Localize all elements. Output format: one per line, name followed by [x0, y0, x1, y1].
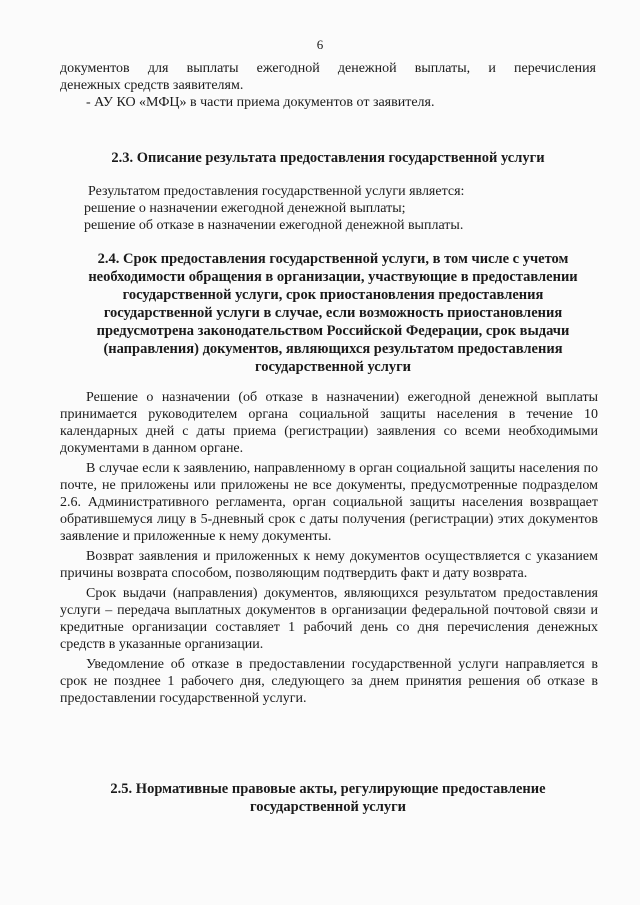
- section-2-3-heading: 2.3. Описание результата предоставления государственной услуги: [111, 150, 545, 166]
- section-2-3-body: [84, 183, 596, 234]
- heading-2-5-line-2: государственной услуги: [249, 799, 407, 815]
- intro-line-2: денежных средств заявителям.: [60, 78, 244, 93]
- heading-2-4-line-7: государственной услуги: [254, 359, 412, 375]
- section-2-5-heading: [60, 780, 596, 816]
- paragraph-issue-term: Срок выдачи (направления) документов, являющихся результатом предоставления услуги – передача выплатных документов в организации федеральной почтовой связи и кредитные организации составляет 1 рабочий день со дня перечисления денежных средств в указанные организации.: [60, 586, 598, 652]
- paragraph-decision-term: Решение о назначении (об отказе в назначении) ежегодной денежной выплаты принимается руководителем органа социальной защиты населения в течение 10 календарных дней с даты приема (регистрации) заявления со всеми необходимыми документами в данном органе.: [60, 390, 598, 456]
- heading-2-4-line-2: необходимости обращения в организации, участвующие в предоставлении: [88, 269, 578, 285]
- heading-2-4-line-1: 2.4. Срок предоставления государственной услуги, в том числе с учетом: [97, 251, 569, 267]
- paragraph-return-documents: Возврат заявления и приложенных к нему документов осуществляется с указанием причины возврата способом, позволяющим подтвердить факт и дату возврата.: [60, 549, 598, 581]
- result-line-3: решение об отказе в назначении ежегодной денежной выплаты.: [84, 218, 464, 233]
- section-2-4-body: [60, 389, 598, 707]
- result-line-2: решение о назначении ежегодной денежной выплаты;: [84, 201, 406, 216]
- heading-2-4-line-6: (направления) документов, являющихся результатом предоставления: [103, 341, 563, 357]
- paragraph-missing-documents: В случае если к заявлению, направленному в орган социальной защиты населения по почте, не приложены или приложены не все документы, предусмотренные подразделом 2.6. Административного регламента, орган социальной защиты населения возвращает обратившемуся лицу в 5-дневный срок с даты получения (регистрации) этих документов заявление и приложенные к нему документы.: [60, 461, 598, 544]
- result-line-1: Результатом предоставления государственной услуги является:: [88, 184, 465, 199]
- page-number: 6: [316, 37, 324, 52]
- section-2-4-heading: [70, 250, 596, 376]
- intro-block: [60, 60, 596, 111]
- paragraph-refusal-notice: Уведомление об отказе в предоставлении государственной услуги направляется в срок не позднее 1 рабочего дня, следующего за днем принятия решения об отказе в предоставлении государственной услуги.: [60, 657, 598, 706]
- heading-2-4-line-4: государственной услуги в случае, если возможность приостановления: [103, 305, 563, 321]
- heading-2-4-line-3: государственной услуги, срок приостановления предоставления: [122, 287, 544, 303]
- intro-line-1: документов для выплаты ежегодной денежной выплаты, и перечисления: [60, 61, 596, 76]
- intro-line-3: - АУ КО «МФЦ» в части приема документов от заявителя.: [86, 95, 435, 110]
- heading-2-4-line-5: предусмотрена законодательством Российской Федерации, срок выдачи: [96, 323, 570, 339]
- heading-2-5-line-1: 2.5. Нормативные правовые акты, регулирующие предоставление: [110, 781, 546, 797]
